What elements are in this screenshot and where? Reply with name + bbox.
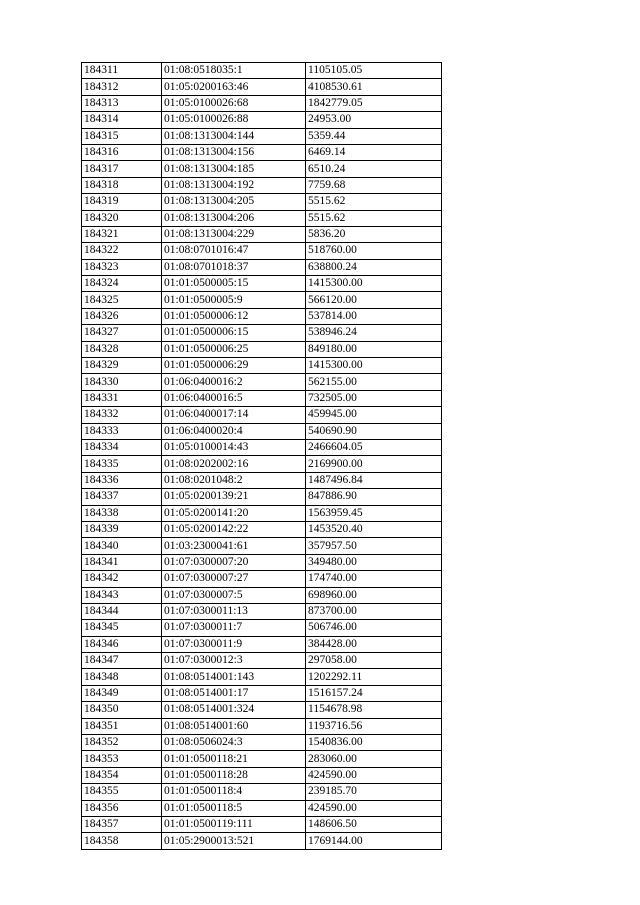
- cadastral-code-cell: 01:06:0400020:4: [162, 423, 306, 439]
- table-row: [82, 374, 442, 390]
- amount-cell: 1540836.00: [306, 735, 442, 751]
- amount-cell: 538946.24: [306, 325, 442, 341]
- table-row: [82, 538, 442, 554]
- amount-cell: 537814.00: [306, 308, 442, 324]
- cadastral-code-cell: 01:01:0500006:15: [162, 325, 306, 341]
- table-row: [82, 63, 442, 79]
- amount-cell: 6469.14: [306, 144, 442, 160]
- table-row: [82, 587, 442, 603]
- amount-cell: 5515.62: [306, 210, 442, 226]
- cadastral-code-cell: 01:07:0300012:3: [162, 653, 306, 669]
- table-row: [82, 735, 442, 751]
- amount-cell: 174740.00: [306, 571, 442, 587]
- table-row: [82, 259, 442, 275]
- amount-cell: 847886.90: [306, 489, 442, 505]
- cadastral-code-cell: 01:07:0300011:9: [162, 636, 306, 652]
- amount-cell: 424590.00: [306, 800, 442, 816]
- row-id-cell: 184346: [82, 636, 162, 652]
- cadastral-code-cell: 01:05:0200141:20: [162, 505, 306, 521]
- row-id-cell: 184317: [82, 161, 162, 177]
- table-row: [82, 554, 442, 570]
- table-row: [82, 751, 442, 767]
- table-row: [82, 571, 442, 587]
- cadastral-code-cell: 01:05:0200163:46: [162, 79, 306, 95]
- row-id-cell: 184342: [82, 571, 162, 587]
- amount-cell: 5359.44: [306, 128, 442, 144]
- amount-cell: 7759.68: [306, 177, 442, 193]
- row-id-cell: 184348: [82, 669, 162, 685]
- table-row: [82, 800, 442, 816]
- cadastral-code-cell: 01:01:0500006:29: [162, 358, 306, 374]
- row-id-cell: 184339: [82, 521, 162, 537]
- row-id-cell: 184355: [82, 784, 162, 800]
- cadastral-code-cell: 01:05:0200139:21: [162, 489, 306, 505]
- row-id-cell: 184338: [82, 505, 162, 521]
- data-table: [81, 62, 442, 850]
- row-id-cell: 184330: [82, 374, 162, 390]
- row-id-cell: 184350: [82, 702, 162, 718]
- cadastral-code-cell: 01:07:0300007:27: [162, 571, 306, 587]
- cadastral-code-cell: 01:01:0500006:25: [162, 341, 306, 357]
- amount-cell: 297058.00: [306, 653, 442, 669]
- cadastral-code-cell: 01:08:0201048:2: [162, 472, 306, 488]
- row-id-cell: 184343: [82, 587, 162, 603]
- row-id-cell: 184321: [82, 226, 162, 242]
- amount-cell: 1516157.24: [306, 685, 442, 701]
- cadastral-code-cell: 01:01:0500006:12: [162, 308, 306, 324]
- table-row: [82, 95, 442, 111]
- cadastral-code-cell: 01:08:0514001:143: [162, 669, 306, 685]
- cadastral-code-cell: 01:08:0514001:60: [162, 718, 306, 734]
- cadastral-code-cell: 01:01:0500118:28: [162, 767, 306, 783]
- table-row: [82, 653, 442, 669]
- table-row: [82, 718, 442, 734]
- row-id-cell: 184319: [82, 194, 162, 210]
- row-id-cell: 184316: [82, 144, 162, 160]
- table-row: [82, 194, 442, 210]
- row-id-cell: 184354: [82, 767, 162, 783]
- amount-cell: 349480.00: [306, 554, 442, 570]
- amount-cell: 518760.00: [306, 243, 442, 259]
- cadastral-code-cell: 01:08:1313004:206: [162, 210, 306, 226]
- row-id-cell: 184328: [82, 341, 162, 357]
- row-id-cell: 184311: [82, 63, 162, 79]
- row-id-cell: 184358: [82, 833, 162, 849]
- table-row: [82, 439, 442, 455]
- cadastral-code-cell: 01:06:0400016:2: [162, 374, 306, 390]
- cadastral-code-cell: 01:05:2900013:521: [162, 833, 306, 849]
- cadastral-code-cell: 01:01:0500005:9: [162, 292, 306, 308]
- amount-cell: 1415300.00: [306, 358, 442, 374]
- amount-cell: 424590.00: [306, 767, 442, 783]
- table-row: [82, 603, 442, 619]
- row-id-cell: 184344: [82, 603, 162, 619]
- row-id-cell: 184333: [82, 423, 162, 439]
- row-id-cell: 184332: [82, 407, 162, 423]
- amount-cell: 540690.90: [306, 423, 442, 439]
- cadastral-code-cell: 01:05:0200142:22: [162, 521, 306, 537]
- amount-cell: 148606.50: [306, 816, 442, 832]
- table-row: [82, 505, 442, 521]
- amount-cell: 1105105.05: [306, 63, 442, 79]
- table-row: [82, 702, 442, 718]
- table-row: [82, 489, 442, 505]
- amount-cell: 357957.50: [306, 538, 442, 554]
- row-id-cell: 184320: [82, 210, 162, 226]
- cadastral-code-cell: 01:08:1313004:192: [162, 177, 306, 193]
- row-id-cell: 184341: [82, 554, 162, 570]
- table-row: [82, 243, 442, 259]
- table-row: [82, 423, 442, 439]
- cadastral-code-cell: 01:08:1313004:185: [162, 161, 306, 177]
- row-id-cell: 184349: [82, 685, 162, 701]
- amount-cell: 6510.24: [306, 161, 442, 177]
- cadastral-code-cell: 01:06:0400016:5: [162, 390, 306, 406]
- cadastral-code-cell: 01:08:1313004:156: [162, 144, 306, 160]
- table-row: [82, 833, 442, 849]
- row-id-cell: 184347: [82, 653, 162, 669]
- table-body: [82, 63, 442, 850]
- amount-cell: 239185.70: [306, 784, 442, 800]
- amount-cell: 2169900.00: [306, 456, 442, 472]
- amount-cell: 1202292.11: [306, 669, 442, 685]
- cadastral-code-cell: 01:08:0514001:324: [162, 702, 306, 718]
- row-id-cell: 184329: [82, 358, 162, 374]
- row-id-cell: 184337: [82, 489, 162, 505]
- row-id-cell: 184313: [82, 95, 162, 111]
- cadastral-code-cell: 01:01:0500118:4: [162, 784, 306, 800]
- row-id-cell: 184356: [82, 800, 162, 816]
- cadastral-code-cell: 01:08:0701016:47: [162, 243, 306, 259]
- table-row: [82, 767, 442, 783]
- row-id-cell: 184323: [82, 259, 162, 275]
- row-id-cell: 184324: [82, 276, 162, 292]
- table-row: [82, 685, 442, 701]
- amount-cell: 283060.00: [306, 751, 442, 767]
- cadastral-code-cell: 01:01:0500119:111: [162, 816, 306, 832]
- table-row: [82, 456, 442, 472]
- row-id-cell: 184314: [82, 112, 162, 128]
- amount-cell: 384428.00: [306, 636, 442, 652]
- amount-cell: 1487496.84: [306, 472, 442, 488]
- amount-cell: 24953.00: [306, 112, 442, 128]
- cadastral-code-cell: 01:08:0518035:1: [162, 63, 306, 79]
- row-id-cell: 184340: [82, 538, 162, 554]
- amount-cell: 849180.00: [306, 341, 442, 357]
- row-id-cell: 184335: [82, 456, 162, 472]
- table-row: [82, 358, 442, 374]
- cadastral-code-cell: 01:01:0500005:15: [162, 276, 306, 292]
- cadastral-code-cell: 01:07:0300007:20: [162, 554, 306, 570]
- amount-cell: 5515.62: [306, 194, 442, 210]
- table-row: [82, 226, 442, 242]
- row-id-cell: 184327: [82, 325, 162, 341]
- table-row: [82, 308, 442, 324]
- row-id-cell: 184352: [82, 735, 162, 751]
- table-row: [82, 620, 442, 636]
- amount-cell: 1415300.00: [306, 276, 442, 292]
- amount-cell: 2466604.05: [306, 439, 442, 455]
- table-row: [82, 177, 442, 193]
- cadastral-code-cell: 01:08:1313004:205: [162, 194, 306, 210]
- amount-cell: 1193716.56: [306, 718, 442, 734]
- table-row: [82, 784, 442, 800]
- cadastral-code-cell: 01:05:0100014:43: [162, 439, 306, 455]
- table-row: [82, 407, 442, 423]
- cadastral-code-cell: 01:07:0300011:13: [162, 603, 306, 619]
- table-row: [82, 521, 442, 537]
- row-id-cell: 184334: [82, 439, 162, 455]
- cadastral-code-cell: 01:01:0500118:5: [162, 800, 306, 816]
- amount-cell: 732505.00: [306, 390, 442, 406]
- amount-cell: 4108530.61: [306, 79, 442, 95]
- cadastral-code-cell: 01:05:0100026:88: [162, 112, 306, 128]
- amount-cell: 1154678.98: [306, 702, 442, 718]
- table-row: [82, 292, 442, 308]
- cadastral-code-cell: 01:08:0202002:16: [162, 456, 306, 472]
- table-row: [82, 161, 442, 177]
- cadastral-code-cell: 01:03:2300041:61: [162, 538, 306, 554]
- row-id-cell: 184357: [82, 816, 162, 832]
- amount-cell: 562155.00: [306, 374, 442, 390]
- table-row: [82, 112, 442, 128]
- row-id-cell: 184353: [82, 751, 162, 767]
- table-row: [82, 636, 442, 652]
- amount-cell: 1842779.05: [306, 95, 442, 111]
- table-row: [82, 341, 442, 357]
- amount-cell: 566120.00: [306, 292, 442, 308]
- table-row: [82, 816, 442, 832]
- table-row: [82, 79, 442, 95]
- row-id-cell: 184318: [82, 177, 162, 193]
- cadastral-code-cell: 01:08:0514001:17: [162, 685, 306, 701]
- amount-cell: 459945.00: [306, 407, 442, 423]
- cadastral-code-cell: 01:08:0701018:37: [162, 259, 306, 275]
- row-id-cell: 184326: [82, 308, 162, 324]
- amount-cell: 1563959.45: [306, 505, 442, 521]
- cadastral-code-cell: 01:05:0100026:68: [162, 95, 306, 111]
- amount-cell: 506746.00: [306, 620, 442, 636]
- amount-cell: 1769144.00: [306, 833, 442, 849]
- row-id-cell: 184331: [82, 390, 162, 406]
- amount-cell: 873700.00: [306, 603, 442, 619]
- cadastral-code-cell: 01:01:0500118:21: [162, 751, 306, 767]
- table-row: [82, 472, 442, 488]
- amount-cell: 1453520.40: [306, 521, 442, 537]
- table-row: [82, 276, 442, 292]
- row-id-cell: 184345: [82, 620, 162, 636]
- table-row: [82, 144, 442, 160]
- table-row: [82, 390, 442, 406]
- row-id-cell: 184312: [82, 79, 162, 95]
- cadastral-code-cell: 01:07:0300007:5: [162, 587, 306, 603]
- table-row: [82, 669, 442, 685]
- amount-cell: 698960.00: [306, 587, 442, 603]
- row-id-cell: 184315: [82, 128, 162, 144]
- cadastral-code-cell: 01:08:0506024:3: [162, 735, 306, 751]
- row-id-cell: 184322: [82, 243, 162, 259]
- cadastral-code-cell: 01:06:0400017:14: [162, 407, 306, 423]
- cadastral-code-cell: 01:08:1313004:144: [162, 128, 306, 144]
- table-row: [82, 325, 442, 341]
- cadastral-code-cell: 01:08:1313004:229: [162, 226, 306, 242]
- amount-cell: 5836.20: [306, 226, 442, 242]
- cadastral-code-cell: 01:07:0300011:7: [162, 620, 306, 636]
- table-row: [82, 128, 442, 144]
- row-id-cell: 184336: [82, 472, 162, 488]
- row-id-cell: 184325: [82, 292, 162, 308]
- table-row: [82, 210, 442, 226]
- amount-cell: 638800.24: [306, 259, 442, 275]
- row-id-cell: 184351: [82, 718, 162, 734]
